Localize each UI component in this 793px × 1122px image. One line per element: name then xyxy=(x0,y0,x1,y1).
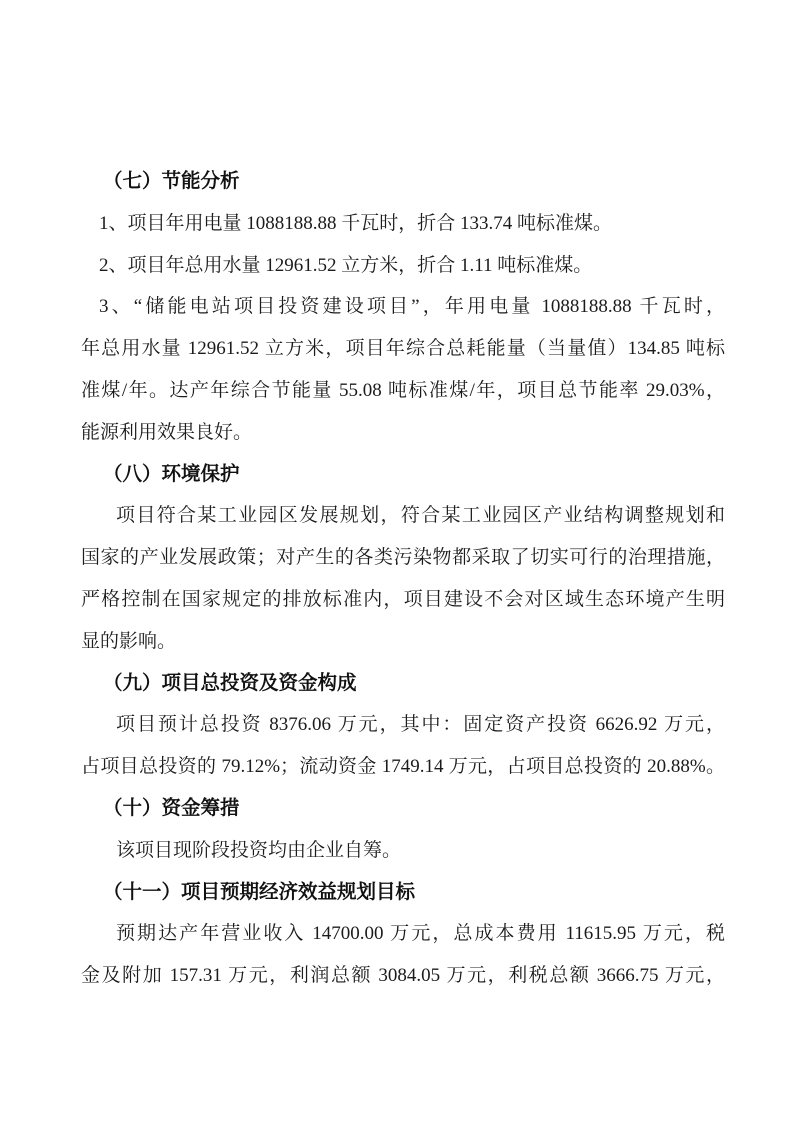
body-text-line: 项目预计总投资 8376.06 万元，其中：固定资产投资 6626.92 万元， xyxy=(116,714,725,736)
body-text-line: 项目符合某工业园区发展规划，符合某工业园区产业结构调整规划和 xyxy=(116,505,725,527)
heading-economic-benefit-targets: （十一）项目预期经济效益规划目标 xyxy=(103,880,416,903)
body-text-line: 金及附加 157.31 万元，利润总额 3084.05 万元，利税总额 3666.75 万元， xyxy=(81,965,725,987)
body-text-line: 占项目总投资的 79.12%；流动资金 1749.14 万元，占项目总投资的 20.88%。 xyxy=(81,756,725,778)
body-text-line: 1、项目年用电量 1088188.88 千瓦时，折合 133.74 吨标准煤。 xyxy=(99,212,613,234)
body-text-line: 国家的产业发展政策；对产生的各类污染物都采取了切实可行的治理措施， xyxy=(81,547,725,569)
body-text-line: 年总用水量 12961.52 立方米，项目年综合总耗能量（当量值）134.85 吨标 xyxy=(81,338,725,360)
heading-environmental-protection: （八）环境保护 xyxy=(103,462,240,485)
body-text-line: 该项目现阶段投资均由企业自筹。 xyxy=(116,839,402,861)
heading-funding-raise: （十）资金筹措 xyxy=(103,796,240,819)
heading-energy-saving-analysis: （七）节能分析 xyxy=(103,170,240,192)
body-text-line: 2、项目年总用水量 12961.52 立方米，折合 1.11 吨标准煤。 xyxy=(99,254,593,276)
body-text-line: 3、“储能电站项目投资建设项目”，年用电量 1088188.88 千瓦时， xyxy=(99,296,725,318)
body-text-line: 准煤/年。达产年综合节能量 55.08 吨标准煤/年，项目总节能率 29.03%， xyxy=(81,379,725,401)
body-text-line: 能源利用效果良好。 xyxy=(81,421,253,443)
body-text-line: 严格控制在国家规定的排放标准内，项目建设不会对区域生态环境产生明 xyxy=(81,588,725,610)
body-text-line: 显的影响。 xyxy=(81,630,177,652)
body-text-line: 预期达产年营业收入 14700.00 万元，总成本费用 11615.95 万元，税 xyxy=(116,923,725,945)
page-content xyxy=(81,161,725,997)
heading-total-investment: （九）项目总投资及资金构成 xyxy=(103,671,357,694)
